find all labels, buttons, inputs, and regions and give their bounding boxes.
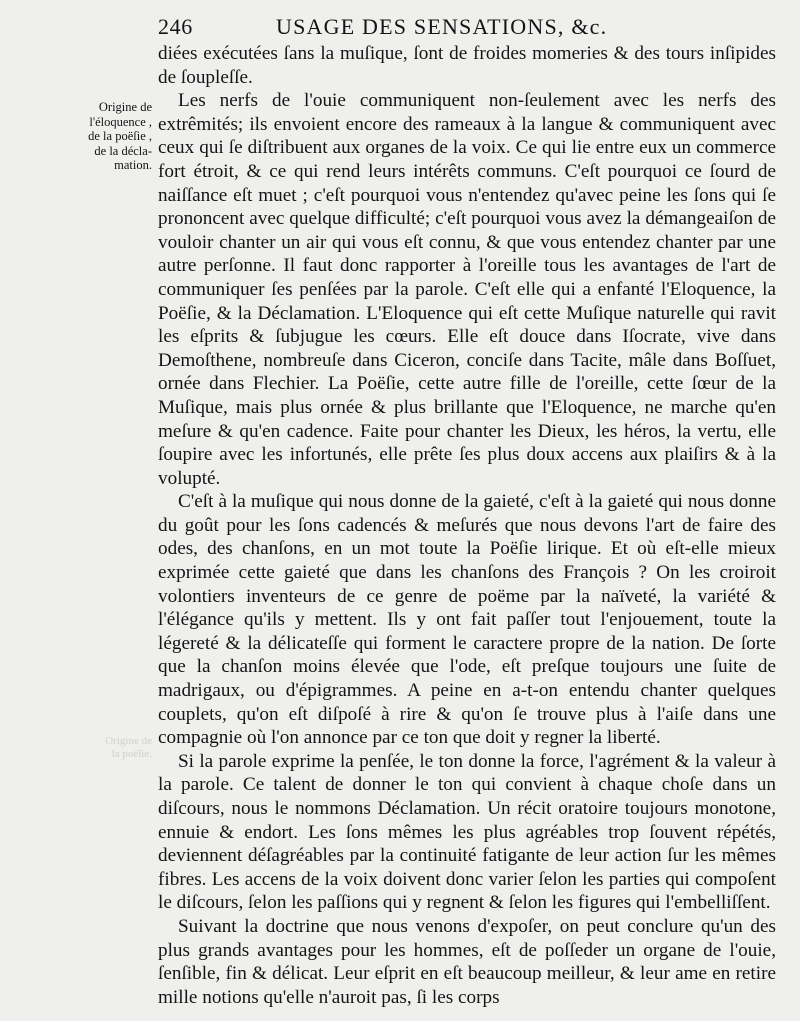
margin-note [78, 100, 152, 173]
paragraph-nerves-of-hearing: Les nerfs de l'ouie communiquent non-ſeulement avec les nerfs des extrêmités; ils envoient encore des rameaux à la langue & communiquent avec ceux qui ſe diſtribuent aux organes de la voix. Ce qui lie entre eux un commerce fort étroit, & ce qui rend leurs intérêts communs. C'eſt pourquoi ce ſourd de naiſſance eſt muet ; c'eſt pourquoi vous n'entendez qu'avec peine les ſons qui ſe prononcent avec quelque difficulté; c'eſt pourquoi vous avez la démangeaiſon de vouloir chanter un air qui vous eſt connu, & que vous entendez chanter par une autre perſonne. Il faut donc rapporter à l'oreille tous les avantages de l'art de communiquer ſes penſées par la parole. C'eſt elle qui a enfanté l'Eloquence, la Poëſie, & la Déclamation. L'Eloquence qui eſt cette Muſique naturelle qui ravit les eſprits & ſubjugue les cœurs. Elle eſt douce dans Iſocrate, vive dans Demoſthene, nombreuſe dans Ciceron, conciſe dans Tacite, mâle dans Boſſuet, ornée dans Flechier. La Poëſie, cette autre fille de l'oreille, cette ſœur de la Muſique, mais plus ornée & plus brillante que l'Eloquence, ne marche qu'en meſure & qu'en cadence. Faite pour chanter les Dieux, les héros, la vertu, elle ſoupire avec les infortunés, elle prête ſes plus doux accens aux plaiſirs & à la volupté. [158, 90, 776, 489]
page-header [158, 12, 768, 42]
paragraph-continuation: diées exécutées ſans la muſique, ſont de froides momeries & des tours inſipides de ſoupleſſe. [158, 43, 776, 88]
margin-note-line: Origine de [98, 100, 152, 114]
paragraph-conclusion: Suivant la doctrine que nous venons d'expoſer, on peut conclure qu'un des plus grands avantages pour les hommes, eſt de poſſeder un organe de l'ouie, ſenſible, fin & délicat. Leur eſprit en eſt beaucoup meilleur, & leur ame en retire mille notions qu'elle n'auroit pas, ſi les corps [158, 915, 776, 1008]
paragraph-declamation: Si la parole exprime la penſée, le ton donne la force, l'agrément & la valeur à la parole. Ce talent de donner le ton qui convient à chaque choſe dans un diſcours, nous le nommons Déclamation. Un récit oratoire toujours monotone, ennuie & endort. Les ſons mêmes les plus agréables trop ſouvent répétés, deviennent déſagréables par la continuité fatigante de leur action ſur les mêmes fibres. Les accens de la voix doivent donc varier ſelon les parties qui compoſent le diſcours, ſelon les paſſions qui y regnent & ſelon les figures qui l'embelliſſent. [158, 750, 776, 914]
margin-note-line: de la poëſie , [88, 129, 152, 143]
running-title: USAGE DES SENSATIONS, &c. [276, 14, 608, 39]
paragraph-music-and-gaiety: C'eſt à la muſique qui nous donne de la gaieté, c'eſt à la gaieté qui nous donne du goût pour les ſons cadencés & meſurés que nous devons l'art de faire des odes, des chanſons, en un mot toute la Poëſie lirique. Et où eſt-elle mieux exprimée cette gaieté que dans les chanſons des François ? On les croiroit volontiers inventeurs de ce genre de poëme par la naïveté, la variété & l'élégance qu'ils y mettent. Ils y ont fait paſſer tout l'enjouement, toute la légereté & la délicateſſe qui forment le caractere propre de la nation. De ſorte que la chanſon moins élevée que l'ode, eſt preſque toujours une ſuite de madrigaux, ou d'épigrammes. A peine en a-t-on entendu chanter quelques couplets, qu'on eſt diſpoſé à rire & qu'on ſe trouve plus à l'aiſe dans une compagnie où l'on annonce par ce ton que doit y regner la liberté. [158, 491, 776, 749]
page-number: 246 [158, 14, 193, 39]
ghost-note-line: Origine de [105, 735, 152, 747]
margin-note-line: de la décla- [94, 143, 152, 158]
ghost-note-line: la poëſie. [111, 748, 152, 760]
margin-note-line: l'éloquence , [89, 114, 152, 129]
margin-note-line: mation. [114, 158, 152, 172]
show-through-margin-note [88, 735, 152, 761]
body-text [158, 42, 776, 1009]
